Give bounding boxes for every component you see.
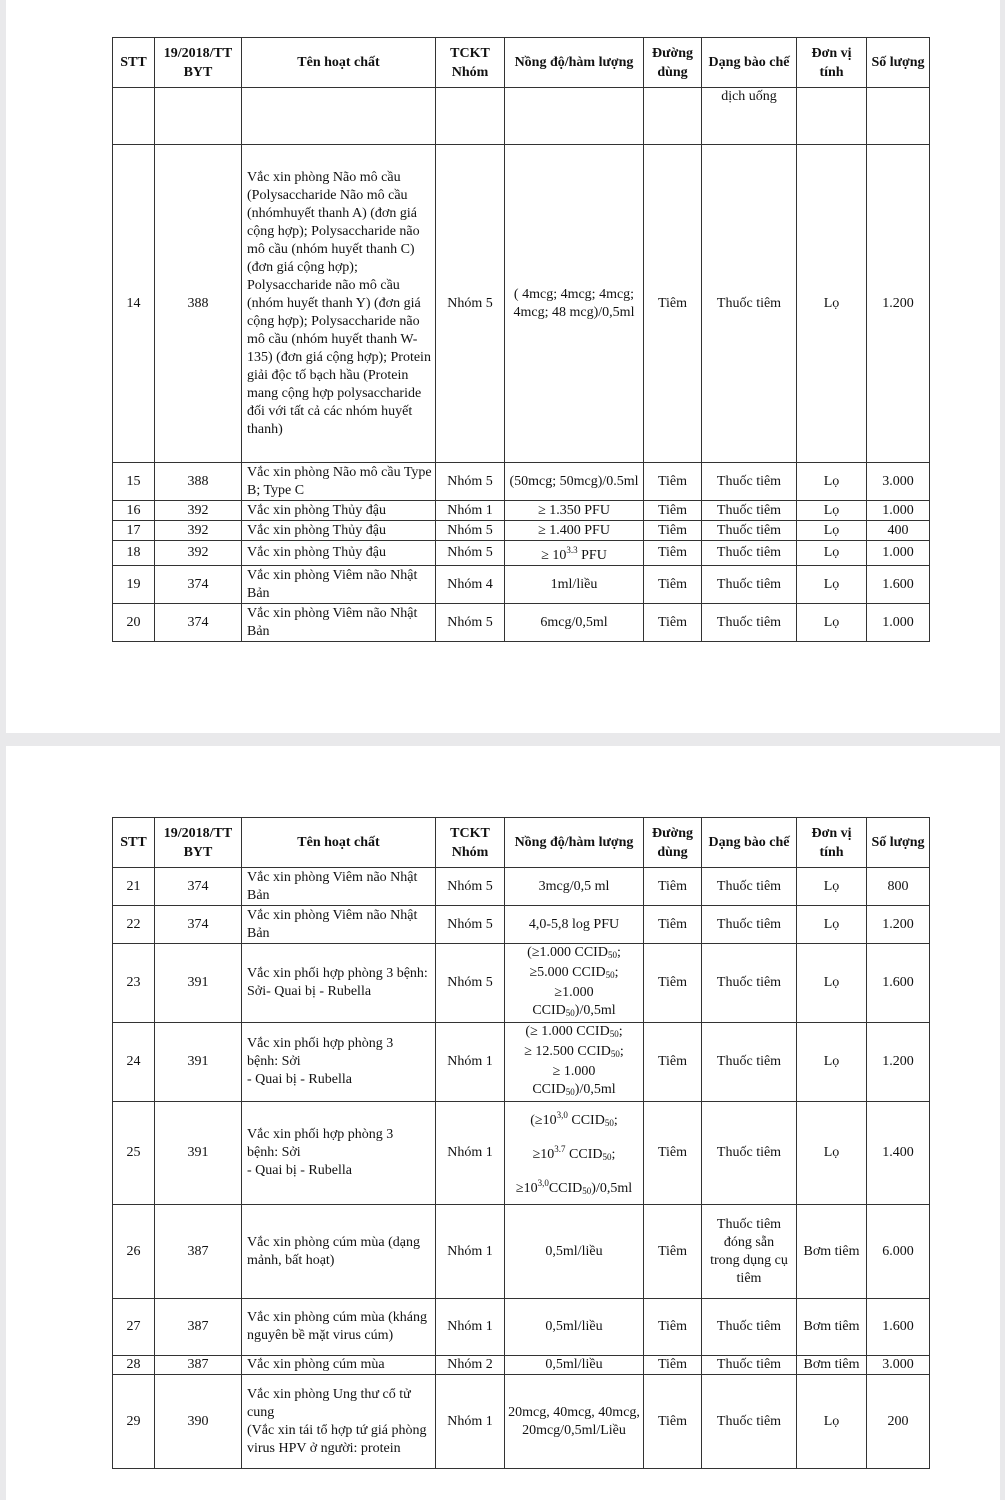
group-cell: Nhóm 1 <box>436 1375 505 1469</box>
header-tt: 19/2018/TT BYT <box>155 38 242 88</box>
route-cell: Tiêm <box>644 1102 702 1205</box>
header-unit: Đơn vị tính <box>797 818 867 868</box>
conc-cell: ≥ 1.350 PFU <box>505 501 644 521</box>
unit-cell: Lọ <box>797 463 867 501</box>
table-row <box>113 1102 930 1205</box>
unit-cell: Bơm tiêm <box>797 1299 867 1356</box>
conc-cell: 1ml/liều <box>505 566 644 604</box>
group-cell: Nhóm 1 <box>436 501 505 521</box>
group-cell: Nhóm 1 <box>436 1299 505 1356</box>
tt-cell: 392 <box>155 501 242 521</box>
unit-cell: Lọ <box>797 541 867 566</box>
route-cell: Tiêm <box>644 145 702 463</box>
header-conc: Nồng độ/hàm lượng <box>505 38 644 88</box>
route-cell: Tiêm <box>644 541 702 566</box>
conc-cell: 3mcg/0,5 ml <box>505 868 644 906</box>
form-cell: Thuốc tiêm <box>702 944 797 1023</box>
name-cell: Vắc xin phòng Viêm não Nhật Bản <box>242 868 436 906</box>
table-row <box>113 944 930 1023</box>
name-cell: Vắc xin phòng cúm mùa (kháng nguyên bề mặt virus cúm) <box>242 1299 436 1356</box>
header-form: Dạng bào chế <box>702 818 797 868</box>
tt-cell: 387 <box>155 1299 242 1356</box>
conc-cell: 20mcg, 40mcg, 40mcg, 20mcg/0,5ml/Liều <box>505 1375 644 1469</box>
qty-cell: 3.000 <box>867 1356 930 1375</box>
route-cell: Tiêm <box>644 1375 702 1469</box>
form-cell: Thuốc tiêm <box>702 868 797 906</box>
group-cell: Nhóm 5 <box>436 541 505 566</box>
group-cell: Nhóm 5 <box>436 521 505 541</box>
qty-cell: 1.400 <box>867 1102 930 1205</box>
tt-cell: 374 <box>155 906 242 944</box>
form-cell: Thuốc tiêm đóng sẵn trong dụng cụ tiêm <box>702 1205 797 1299</box>
qty-cell: 1.600 <box>867 944 930 1023</box>
qty-cell: 1.200 <box>867 906 930 944</box>
tt-cell: 391 <box>155 944 242 1023</box>
unit-cell: Lọ <box>797 906 867 944</box>
header-name: Tên hoạt chất <box>242 818 436 868</box>
unit-cell: Lọ <box>797 868 867 906</box>
conc-cell: ($\ge 10^{3,0}$ $CCID_{50}$; $\ge 10^{3.7}$ $CCID_{50}$; $\ge 10^{3,0}CCID_{50})/0,5ml$ <box>505 1102 644 1205</box>
stt-cell: 20 <box>113 604 155 642</box>
stt-cell: 22 <box>113 906 155 944</box>
qty-cell: 1.000 <box>867 604 930 642</box>
qty-cell: 1.200 <box>867 145 930 463</box>
group-cell: Nhóm 5 <box>436 944 505 1023</box>
form-cell: Thuốc tiêm <box>702 145 797 463</box>
unit-cell: Lọ <box>797 501 867 521</box>
tt-cell: 390 <box>155 1375 242 1469</box>
unit-cell: Bơm tiêm <box>797 1356 867 1375</box>
stt-cell: 28 <box>113 1356 155 1375</box>
tt-cell: 387 <box>155 1356 242 1375</box>
route-cell: Tiêm <box>644 868 702 906</box>
group-cell: Nhóm 5 <box>436 906 505 944</box>
qty-cell: 200 <box>867 1375 930 1469</box>
form-cell: Thuốc tiêm <box>702 541 797 566</box>
form-cell: Thuốc tiêm <box>702 1299 797 1356</box>
table-row <box>113 145 930 463</box>
name-cell: Vắc xin phòng Viêm não Nhật Bản <box>242 604 436 642</box>
document-page-1 <box>6 0 1000 733</box>
stt-cell: 23 <box>113 944 155 1023</box>
table-row <box>113 906 930 944</box>
name-cell: Vắc xin phòng cúm mùa (dạng mảnh, bất hoạt) <box>242 1205 436 1299</box>
group-cell: Nhóm 5 <box>436 463 505 501</box>
unit-cell: Lọ <box>797 521 867 541</box>
stt-cell: 19 <box>113 566 155 604</box>
route-cell: Tiêm <box>644 906 702 944</box>
header-qty: Số lượng <box>867 38 930 88</box>
route-cell: Tiêm <box>644 1299 702 1356</box>
name-cell: Vắc xin phòng Viêm não Nhật Bản <box>242 906 436 944</box>
stt-cell: 25 <box>113 1102 155 1205</box>
continuation-form-cell: dịch uống <box>702 88 797 145</box>
conc-cell: 6mcg/0,5ml <box>505 604 644 642</box>
conc-cell: (50mcg; 50mcg)/0.5ml <box>505 463 644 501</box>
unit-cell: Lọ <box>797 944 867 1023</box>
table-row <box>113 1205 930 1299</box>
qty-cell: 3.000 <box>867 463 930 501</box>
unit-cell: Bơm tiêm <box>797 1205 867 1299</box>
name-cell: Vắc xin phòng Não mô cầu (Polysaccharide Não mô cầu (nhómhuyết thanh A) (đơn giá cộng hợp); Polysaccharide não mô cầu (nhóm huyết thanh C) (đơn giá cộng hợp); Polysaccharide não mô cầu (nhóm huyết thanh Y) (đơn giá cộng hợp); Polysaccharide não mô cầu (nhóm huyết thanh W-135) (đơn giá cộng hợp); Protein giải độc tố bạch hầu (Protein mang cộng hợp polysaccharide đối với tất cả các nhóm huyết thanh) <box>242 145 436 463</box>
stt-cell: 18 <box>113 541 155 566</box>
conc-cell: 4,0-5,8 log PFU <box>505 906 644 944</box>
qty-cell: 800 <box>867 868 930 906</box>
name-cell: Vắc xin phòng cúm mùa <box>242 1356 436 1375</box>
qty-cell: 1.600 <box>867 1299 930 1356</box>
stt-cell: 15 <box>113 463 155 501</box>
name-cell: Vắc xin phòng Thủy đậu <box>242 501 436 521</box>
route-cell: Tiêm <box>644 1023 702 1102</box>
vaccine-table-page-2 <box>112 817 930 1469</box>
table-row <box>113 1023 930 1102</box>
qty-cell: 400 <box>867 521 930 541</box>
stt-cell: 17 <box>113 521 155 541</box>
conc-cell: 0,5ml/liều <box>505 1299 644 1356</box>
table-row-continuation <box>113 88 930 145</box>
stt-cell: 24 <box>113 1023 155 1102</box>
group-cell: Nhóm 1 <box>436 1023 505 1102</box>
conc-cell: ≥ 1.400 PFU <box>505 521 644 541</box>
route-cell: Tiêm <box>644 521 702 541</box>
form-cell: Thuốc tiêm <box>702 604 797 642</box>
stt-cell: 27 <box>113 1299 155 1356</box>
table-row <box>113 868 930 906</box>
tt-cell: 392 <box>155 541 242 566</box>
header-group: TCKT Nhóm <box>436 38 505 88</box>
unit-cell: Lọ <box>797 145 867 463</box>
form-cell: Thuốc tiêm <box>702 1356 797 1375</box>
table-row <box>113 604 930 642</box>
header-name: Tên hoạt chất <box>242 38 436 88</box>
tt-cell: 374 <box>155 566 242 604</box>
table-row <box>113 1356 930 1375</box>
group-cell: Nhóm 5 <box>436 868 505 906</box>
route-cell: Tiêm <box>644 463 702 501</box>
name-cell: Vắc xin phòng Thủy đậu <box>242 521 436 541</box>
form-cell: Thuốc tiêm <box>702 521 797 541</box>
tt-cell: 374 <box>155 868 242 906</box>
form-cell: Thuốc tiêm <box>702 1375 797 1469</box>
tt-cell: 374 <box>155 604 242 642</box>
route-cell: Tiêm <box>644 1356 702 1375</box>
name-cell: Vắc xin phối hợp phòng 3 bệnh: Sởi - Quai bị - Rubella <box>242 1102 436 1205</box>
header-tt: 19/2018/TT BYT <box>155 818 242 868</box>
unit-cell: Lọ <box>797 566 867 604</box>
tt-cell: 392 <box>155 521 242 541</box>
conc-cell: ( 4mcg; 4mcg; 4mcg; 4mcg; 48 mcg)/0,5ml <box>505 145 644 463</box>
header-group: TCKT Nhóm <box>436 818 505 868</box>
stt-cell: 21 <box>113 868 155 906</box>
vaccine-table-page-1 <box>112 37 930 642</box>
name-cell: Vắc xin phòng Não mô cầu Type B; Type C <box>242 463 436 501</box>
form-cell: Thuốc tiêm <box>702 906 797 944</box>
table-row <box>113 521 930 541</box>
group-cell: Nhóm 1 <box>436 1102 505 1205</box>
table-row <box>113 1299 930 1356</box>
qty-cell: 1.000 <box>867 541 930 566</box>
header-route: Đường dùng <box>644 38 702 88</box>
table-header-row <box>113 818 930 868</box>
unit-cell: Lọ <box>797 1023 867 1102</box>
name-cell: Vắc xin phối hợp phòng 3 bệnh: Sởi- Quai bị - Rubella <box>242 944 436 1023</box>
table-row <box>113 1375 930 1469</box>
route-cell: Tiêm <box>644 1205 702 1299</box>
table-row <box>113 463 930 501</box>
stt-cell: 29 <box>113 1375 155 1469</box>
form-cell: Thuốc tiêm <box>702 1102 797 1205</box>
conc-cell: (≥ 1.000 $CCID_{50}$; ≥ 12.500 $CCID_{50}$; ≥ 1.000 $CCID_{50})/0,5ml$ <box>505 1023 644 1102</box>
form-cell: Thuốc tiêm <box>702 501 797 521</box>
unit-cell: Lọ <box>797 1102 867 1205</box>
conc-cell: ≥ $10^{3.3}$ PFU <box>505 541 644 566</box>
group-cell: Nhóm 4 <box>436 566 505 604</box>
document-page-2 <box>6 746 1000 1500</box>
name-cell: Vắc xin phòng Ung thư cổ tử cung (Vắc xin tái tổ hợp tứ giá phòng virus HPV ở người: protein <box>242 1375 436 1469</box>
unit-cell: Lọ <box>797 1375 867 1469</box>
conc-cell: 0,5ml/liều <box>505 1205 644 1299</box>
header-qty: Số lượng <box>867 818 930 868</box>
header-form: Dạng bào chế <box>702 38 797 88</box>
form-cell: Thuốc tiêm <box>702 463 797 501</box>
name-cell: Vắc xin phối hợp phòng 3 bệnh: Sởi - Quai bị - Rubella <box>242 1023 436 1102</box>
route-cell: Tiêm <box>644 566 702 604</box>
stt-cell: 26 <box>113 1205 155 1299</box>
name-cell: Vắc xin phòng Viêm não Nhật Bản <box>242 566 436 604</box>
form-cell: Thuốc tiêm <box>702 566 797 604</box>
qty-cell: 1.600 <box>867 566 930 604</box>
group-cell: Nhóm 1 <box>436 1205 505 1299</box>
qty-cell: 6.000 <box>867 1205 930 1299</box>
form-cell: Thuốc tiêm <box>702 1023 797 1102</box>
tt-cell: 391 <box>155 1102 242 1205</box>
stt-cell: 14 <box>113 145 155 463</box>
route-cell: Tiêm <box>644 604 702 642</box>
table-header-row <box>113 38 930 88</box>
unit-cell: Lọ <box>797 604 867 642</box>
header-conc: Nồng độ/hàm lượng <box>505 818 644 868</box>
table-row <box>113 541 930 566</box>
conc-cell: (≥1.000 $CCID_{50}$; ≥5.000 $CCID_{50}$; ≥1.000 $CCID_{50})/0,5ml$ <box>505 944 644 1023</box>
tt-cell: 391 <box>155 1023 242 1102</box>
qty-cell: 1.000 <box>867 501 930 521</box>
header-unit: Đơn vị tính <box>797 38 867 88</box>
name-cell: Vắc xin phòng Thủy đậu <box>242 541 436 566</box>
tt-cell: 388 <box>155 463 242 501</box>
header-stt: STT <box>113 38 155 88</box>
tt-cell: 387 <box>155 1205 242 1299</box>
stt-cell: 16 <box>113 501 155 521</box>
header-route: Đường dùng <box>644 818 702 868</box>
qty-cell: 1.200 <box>867 1023 930 1102</box>
header-stt: STT <box>113 818 155 868</box>
tt-cell: 388 <box>155 145 242 463</box>
group-cell: Nhóm 2 <box>436 1356 505 1375</box>
table-row <box>113 501 930 521</box>
group-cell: Nhóm 5 <box>436 145 505 463</box>
route-cell: Tiêm <box>644 944 702 1023</box>
route-cell: Tiêm <box>644 501 702 521</box>
table-row <box>113 566 930 604</box>
conc-cell: 0,5ml/liều <box>505 1356 644 1375</box>
group-cell: Nhóm 5 <box>436 604 505 642</box>
